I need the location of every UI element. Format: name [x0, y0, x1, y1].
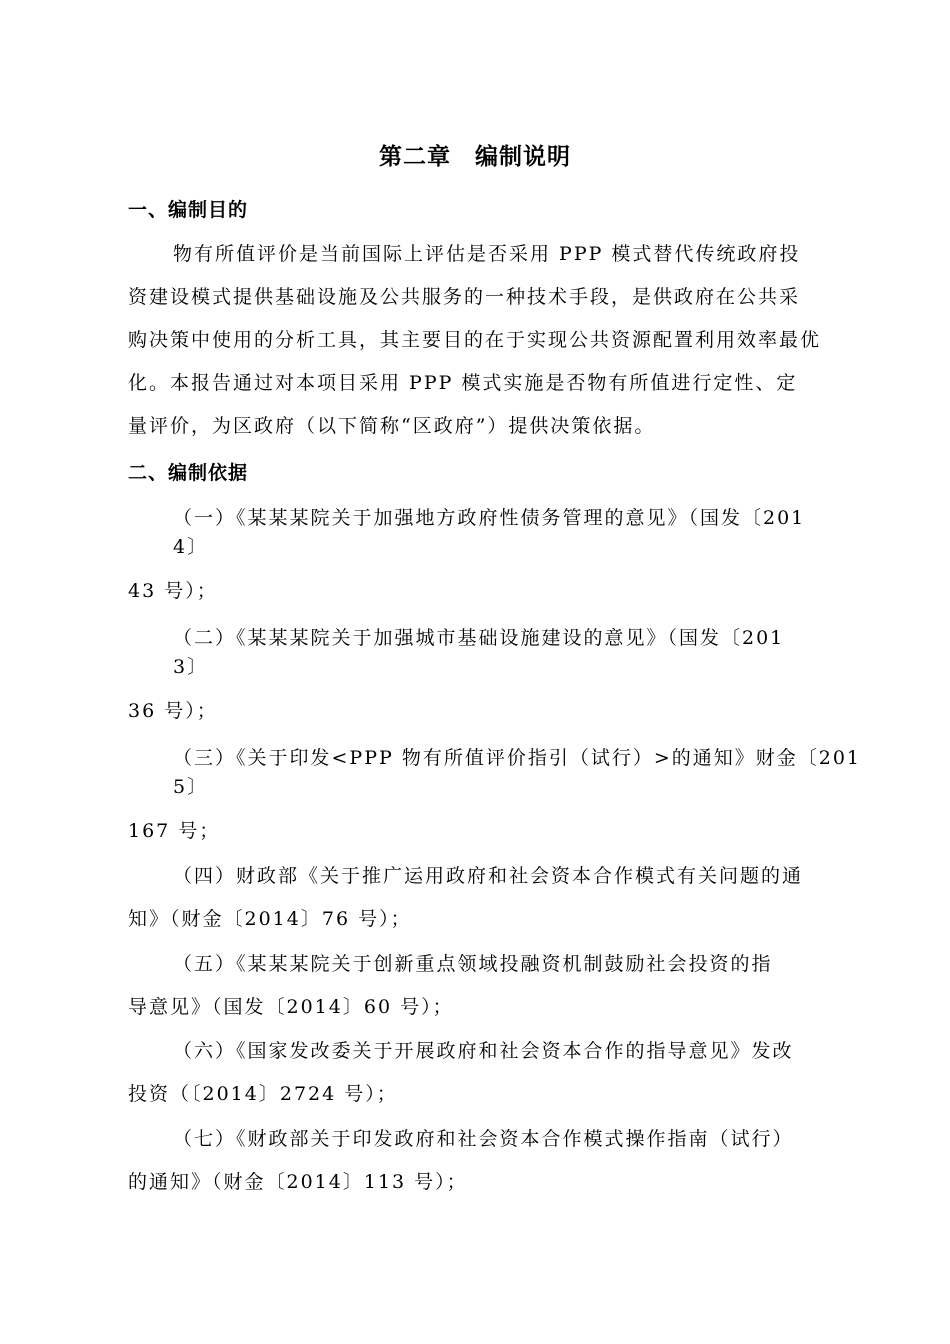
list-item-line: （七）《财政部关于印发政府和社会资本合作模式操作指南（试行） [173, 1128, 794, 1150]
chapter-title: 第二章 编制说明 [379, 144, 571, 170]
paragraph-line: 化。本报告通过对本项目采用 PPP 模式实施是否物有所值进行定性、定 [128, 372, 798, 394]
list-item-line: 投资（〔2014〕2724 号）； [128, 1083, 398, 1105]
list-item-line: 的通知》（财金〔2014〕113 号）； [128, 1171, 468, 1193]
list-item-line: 3〕 [173, 656, 209, 678]
list-item-line: （三）《关于印发<PPP 物有所值评价指引（试行）>的通知》财金〔201 [173, 747, 861, 769]
list-item-line: 4〕 [173, 536, 209, 558]
paragraph-line: 量评价，为区政府（以下简称“区政府”）提供决策依据。 [128, 415, 656, 437]
list-item-line: 167 号； [128, 820, 221, 842]
list-item-line: 知》（财金〔2014〕76 号）； [128, 908, 412, 930]
list-item-line: （六）《国家发改委关于开展政府和社会资本合作的指导意见》发改 [173, 1040, 794, 1062]
list-item-line: （一）《某某某院关于加强地方政府性债务管理的意见》（国发〔201 [173, 507, 806, 529]
list-item-line: 5〕 [173, 776, 209, 798]
list-item-line: （二）《某某某院关于加强城市基础设施建设的意见》（国发〔201 [173, 627, 785, 649]
paragraph-line: 物有所值评价是当前国际上评估是否采用 PPP 模式替代传统政府投 [173, 243, 801, 265]
list-item-line: （五）《某某某院关于创新重点领域投融资机制鼓励社会投资的指 [173, 953, 773, 975]
list-item-line: 43 号）； [128, 580, 218, 602]
paragraph-line: 资建设模式提供基础设施及公共服务的一种技术手段，是供政府在公共采 [128, 286, 801, 308]
paragraph-line: 购决策中使用的分析工具，其主要目的在于实现公共资源配置利用效率最优 [128, 329, 822, 351]
list-item-line: 导意见》（国发〔2014〕60 号）； [128, 996, 454, 1018]
section-heading-purpose: 一、编制目的 [128, 199, 249, 221]
section-heading-basis: 二、编制依据 [128, 462, 249, 484]
list-item-line: 36 号）； [128, 700, 218, 722]
list-item-line: （四）财政部《关于推广运用政府和社会资本合作模式有关问题的通 [173, 865, 804, 887]
